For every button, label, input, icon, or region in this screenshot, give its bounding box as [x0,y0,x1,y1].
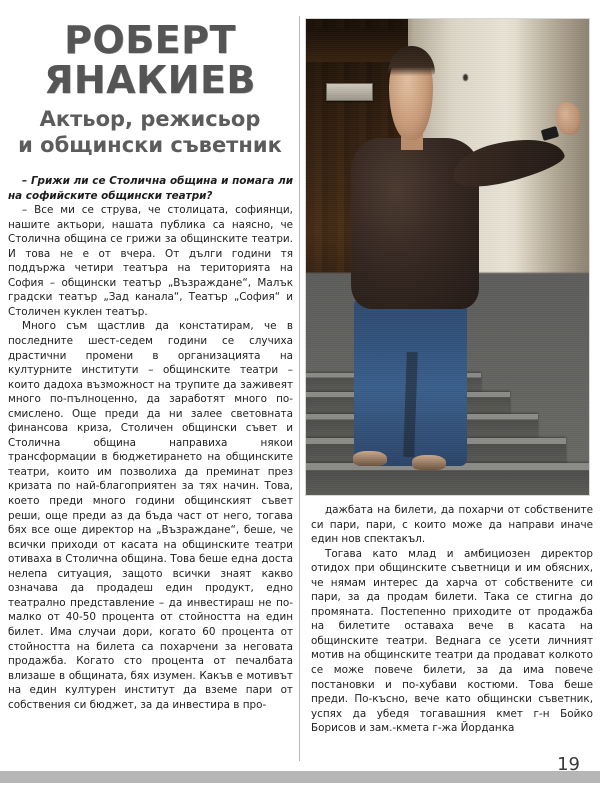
article-right-column [311,503,593,736]
stair-step [306,463,589,495]
footer-bar [0,771,600,783]
interview-answer: Тогава като млад и амбициозен директор отидох при общинските съветници и им обясних, че нямам интерес да харча от собствените си пари, за да продам билети. Така се стигна до промяната. Постепенно приходите от продажба на билетите оставаха вече в касата на общинските театри. Веднага се усети личният мотив на общинските театри да продават колкото се може повече билети, за да има повече постановки и по-хубави костюми. Това беше преди. По-късно, вече като общински съветник, успях да убедя тогавашния кмет г-н Бойко Борисов и зам.-кмета г-жа Йорданка [311,547,593,735]
person-shoe-right [412,455,446,471]
interview-answer: – Все ми се струва, че столицата, софиянци, нашите актьори, нашата публика са наясно, че Столична община се грижи за общинските театри. И това не е от вчера. От дълги години тя поддържа четири театъра на територията на София – общински театър „Възраждане“, Малък градски театър „Зад канала“, Театър „София“ и Столичен куклен театър. [8,204,293,318]
page-number: 19 [557,754,580,775]
article-title-line1: РОБЕРТ [64,18,236,62]
article-subtitle [8,107,292,158]
article-photo [305,18,590,496]
person-shoe-left [353,451,387,467]
interview-question: – Грижи ли се Столична община и помага ли на софийските общински театри? [8,175,293,202]
article-title [8,18,292,103]
interview-answer: Много съм щастлив да констатирам, че в последните шест-седем години се случиха драстични промени в организацията на културните институти – общинските театри – които дадоха възможност на трупите да заживеят много по-пълноценно, да заработят много по-смислено. Още преди да ни залее световната финансова криза, Столичен общински съвет и Столична община направиха някои трансформации в бюджетирането на общинските театри, които им позволиха да преминат през кризата по най-благоприятен за тях начин. Това, което преди много години общинският съвет реши, още преди аз да бъда част от него, тогава бях все още директор на „Възраждане“, беше, че всички приходи от касата на общинските театри отиваха в Столична община. Това беше една доста нелепа ситуация, защото всички знаят какво означава да продадеш един продукт, едно театрално представление – да инвестираш не по-малко от 40-50 процента от стойността на един билет. Има случаи дори, когато 60 процента от стойността на билета са похарчени за неговата продажба. Когато сто процента от печалбата влизаше в общината, бях изумен. Какъв е мотивът на един културен институт да вземе пари от собствения си бюджет, за да инвестира в про- [8,320,293,711]
article-subtitle-line1: Актьор, режисьор [39,107,261,132]
article-subtitle-line2: и общински съветник [18,132,282,157]
photo-image [306,19,589,495]
interview-answer: дажбата на билети, да похарчи от собствените си пари, пари, с които може да направи иначе един нов спектакъл. [311,504,593,546]
article-title-line2: ЯНАКИЕВ [44,58,256,103]
article-left-column [8,174,293,712]
column-divider [299,16,300,761]
door-sign-plaque [326,83,373,101]
headline-block [8,18,292,158]
wall-mark [463,74,468,81]
